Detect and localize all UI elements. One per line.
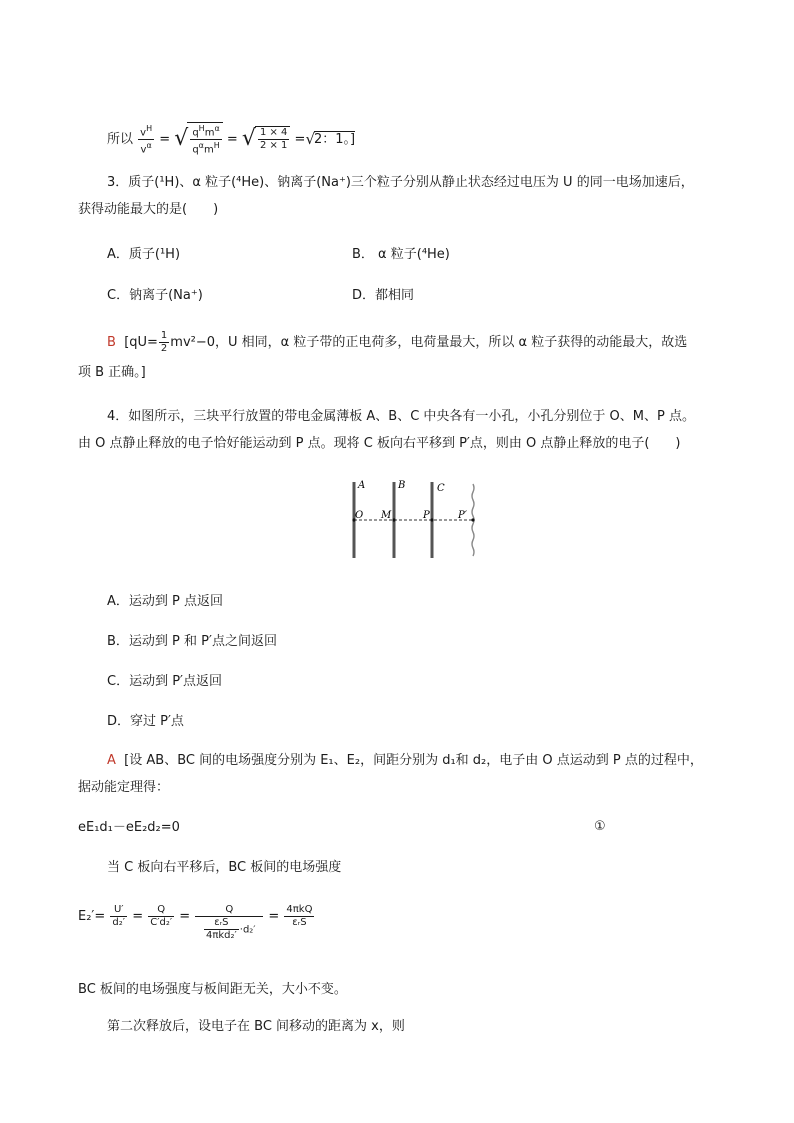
q3-answer-letter: B: [107, 335, 116, 350]
label-plate-c: C: [437, 483, 445, 494]
q4-equation-1: eE₁d₁－eE₂d₂=0: [78, 820, 180, 835]
label-point-o: O: [355, 510, 364, 521]
q4-option-b[interactable]: B．运动到 P 和 P′点之间返回: [107, 634, 277, 649]
q3-option-b[interactable]: B． α 粒子(⁴He): [352, 247, 450, 262]
q4-option-c[interactable]: C．运动到 P′点返回: [107, 674, 223, 689]
q3-option-a[interactable]: A．质子(¹H): [107, 247, 181, 262]
q3-stem-line2: 获得动能最大的是( ): [78, 202, 219, 217]
sqrt-sign-icon: √: [305, 130, 316, 149]
q3-stem-line1: 3．质子(¹H)、α 粒子(⁴He)、钠离子(Na⁺)三个粒子分别从静止状态经过电压为 U 的同一电场加速后，: [107, 175, 694, 190]
prev-answer-line: 所以 $\frac{v^H}{v^\alpha}$ = √ $\frac{q^Hm^\alpha}{q^\alpha m^H}$ = √ $\frac{1 \times 4}{2 \times 1}$ =√2：1。]: [107, 123, 356, 156]
sqrt-numeric-ratio: $\frac{1 \times 4}{2 \times 1}$: [255, 126, 290, 152]
sqrt-sign-icon: √: [241, 126, 256, 152]
velocity-ratio-fraction: $\frac{v^H}{v^\alpha}$: [140, 123, 153, 156]
label-plate-b: B: [398, 480, 406, 491]
q3-answer-line1: B [qU= $\frac{1}{2}$ mv²−0，U 相同，α 粒子带的正电荷多，电荷量最大，所以 α 粒子获得的动能最大，故选: [107, 330, 688, 354]
q4-equation-1-tag: ①: [594, 819, 606, 834]
q3-option-d[interactable]: D．都相同: [352, 288, 415, 303]
q4-plates-figure: [340, 476, 490, 562]
label-plate-a: A: [358, 480, 366, 491]
q3-option-c[interactable]: C．钠离子(Na⁺): [107, 288, 203, 303]
q4-option-d[interactable]: D．穿过 P′点: [107, 714, 184, 729]
sqrt-charge-mass-ratio: $\frac{q^Hm^\alpha}{q^\alpha m^H}$: [187, 122, 222, 157]
q4-equation-2: E₂′= $\frac{U'}{\text{d₂′}}$ = $\frac{Q}{\text{C′d₂′}}$ = Q $\frac{\text{εᵣS}}{\text{4πkd₂′}}$ ·d₂′ = $\frac{\text{4πkQ}}{\text{εᵣS}}$: [78, 904, 313, 941]
q4-option-a[interactable]: A．运动到 P 点返回: [107, 594, 223, 609]
q4-last-line: 第二次释放后，设电子在 BC 间移动的距离为 x，则: [107, 1019, 405, 1034]
q4-answer-line1: A [设 AB、BC 间的电场强度分别为 E₁、E₂，间距分别为 d₁和 d₂，电子由 O 点运动到 P 点的过程中，: [107, 753, 703, 768]
q4-stem-line2: 由 O 点静止释放的电子恰好能运动到 P 点。现将 C 板向右平移到 P′点，则由 O 点静止释放的电子( ): [78, 436, 681, 451]
q4-stem-line1: 4．如图所示，三块平行放置的带电金属薄板 A、B、C 中央各有一小孔，小孔分别位于 O、M、P 点。: [107, 409, 695, 424]
q4-answer-letter: A: [107, 753, 116, 768]
label-point-p-prime: P′: [458, 510, 467, 521]
label-point-m: M: [381, 510, 392, 521]
q4-line-after-eq1: 当 C 板向右平移后，BC 板间的电场强度: [107, 860, 342, 875]
half-fraction: $\frac{1}{2}$: [160, 330, 168, 354]
prev-answer-prefix: 所以: [107, 131, 134, 147]
q3-answer-line2: 项 B 正确。]: [78, 365, 146, 380]
label-point-p: P: [423, 510, 430, 521]
sqrt-sign-icon: √: [174, 126, 189, 152]
prev-answer-result: 2：1。]: [314, 131, 356, 147]
q4-conclusion: BC 板间的电场强度与板间距无关，大小不变。: [78, 982, 347, 997]
q4-answer-line2: 据动能定理得：: [78, 780, 170, 795]
